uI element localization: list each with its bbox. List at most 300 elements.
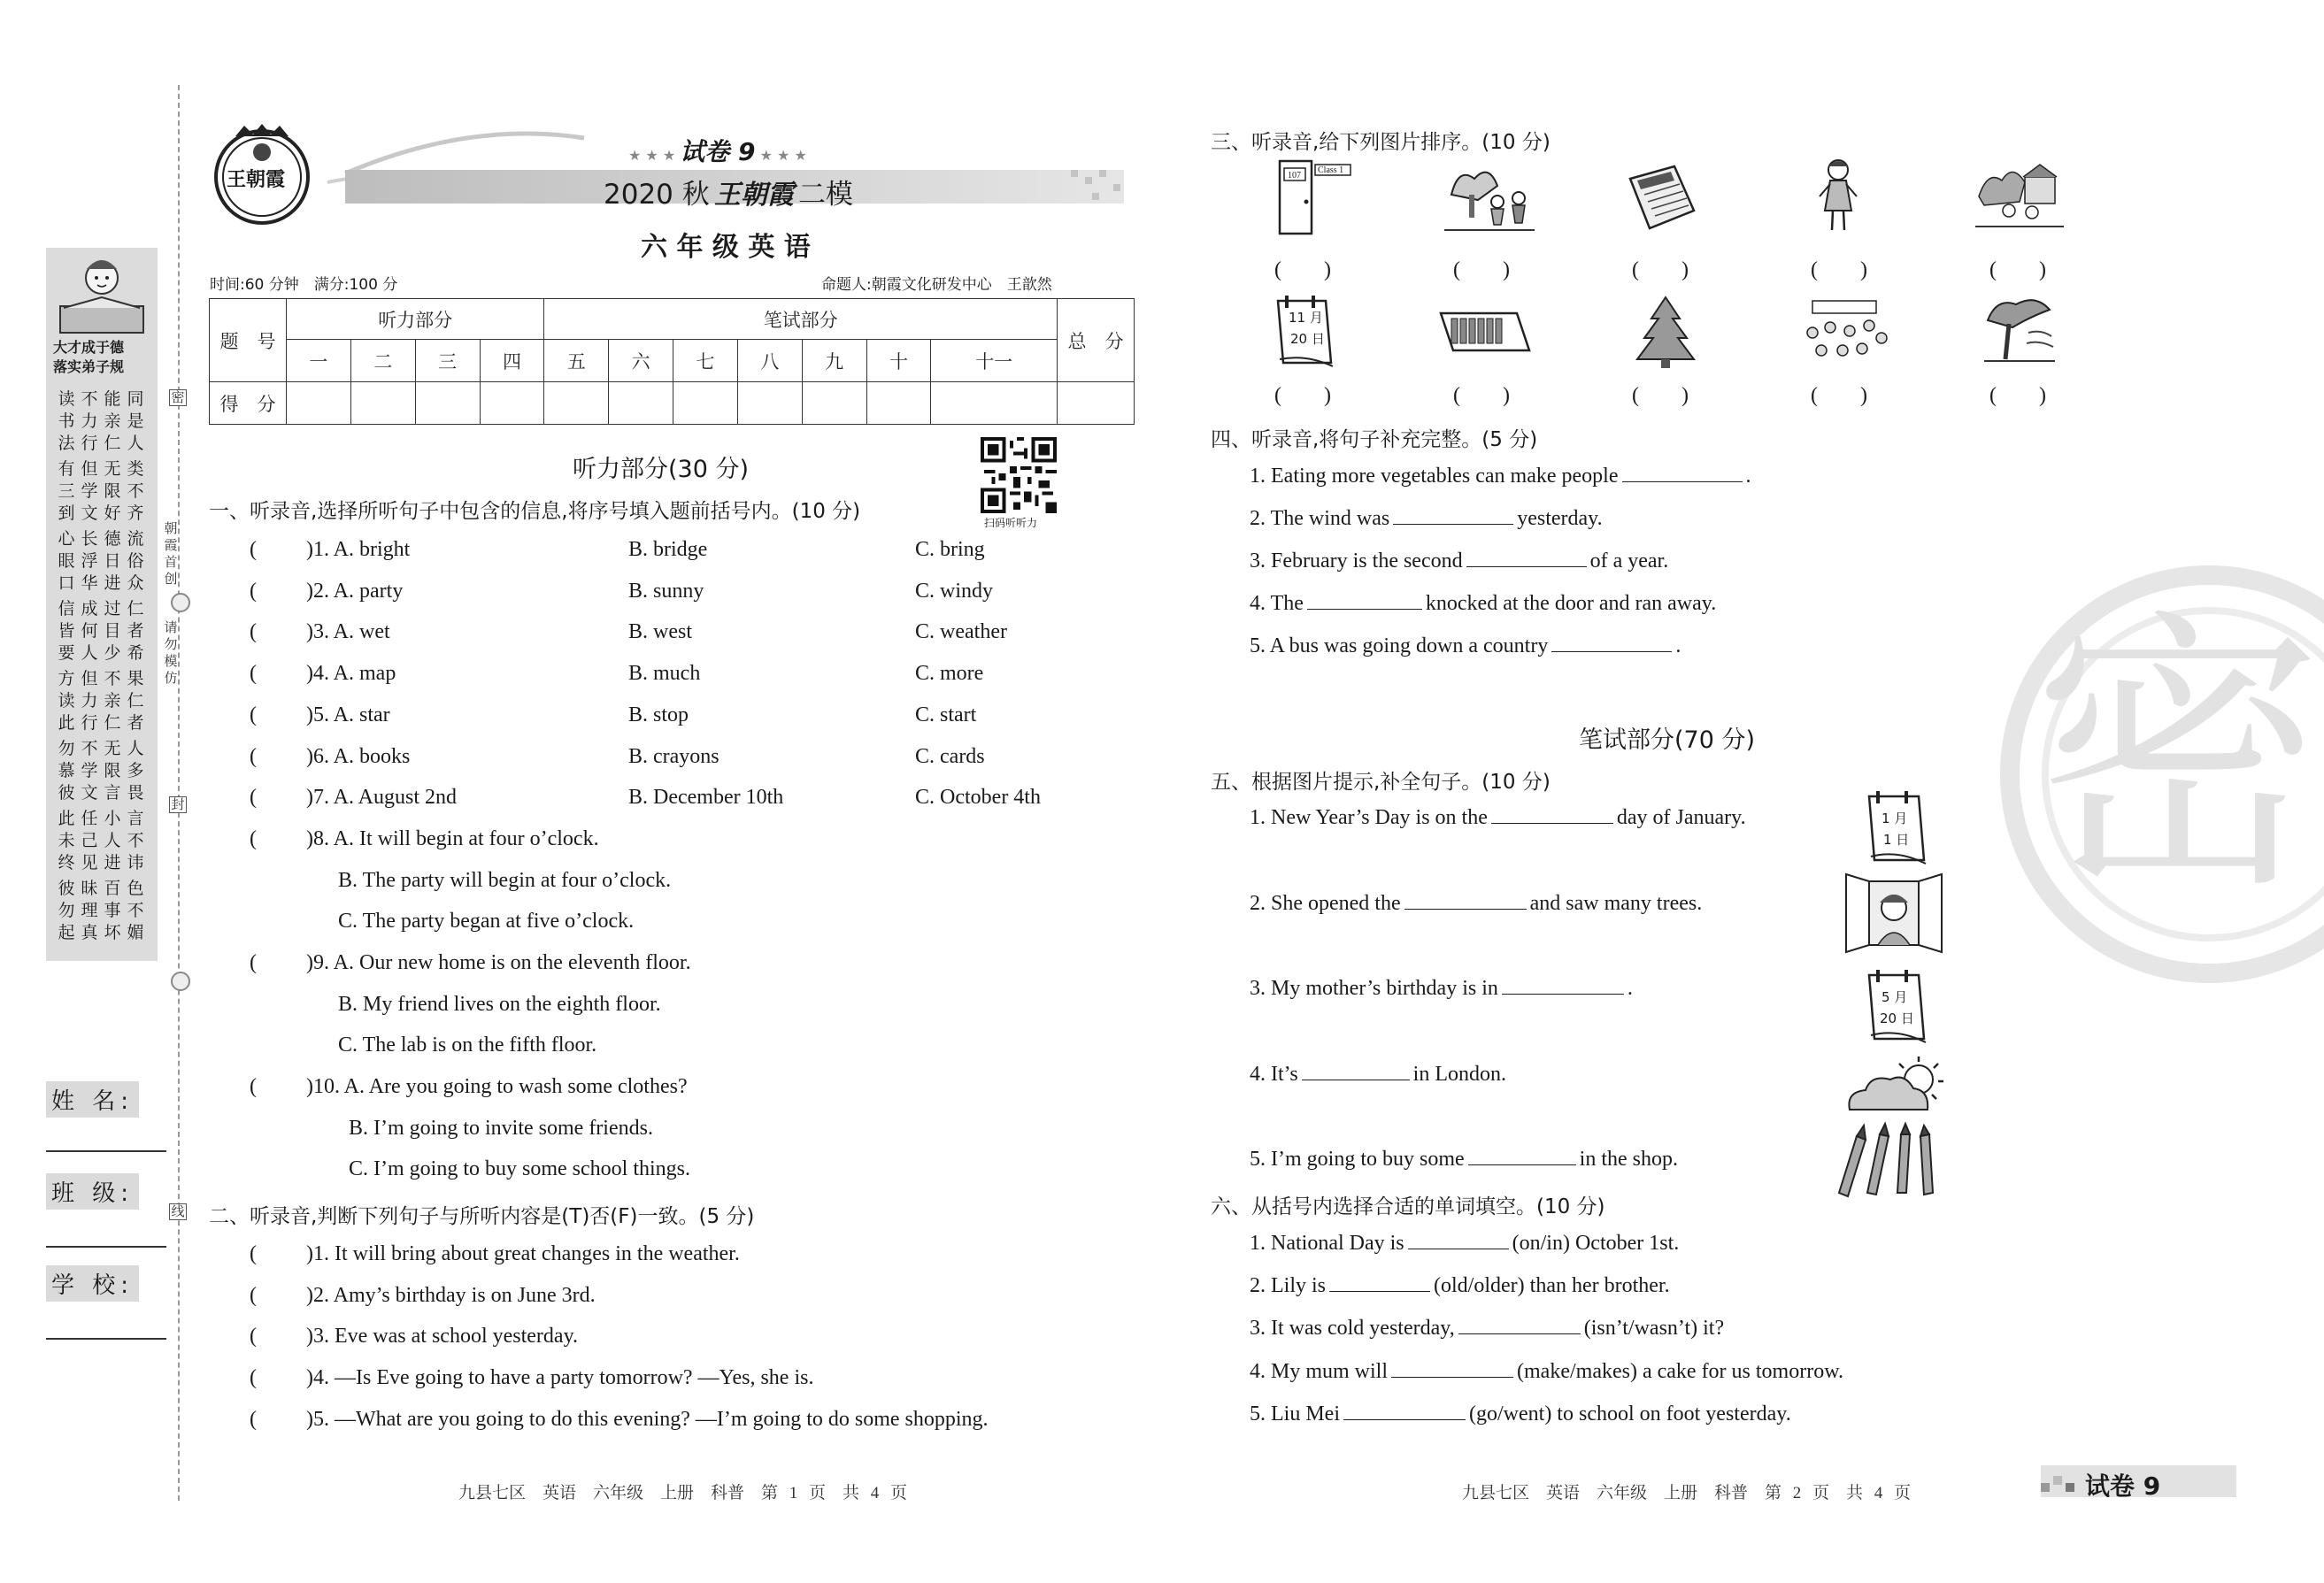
table-col-number: 五 [544,340,609,382]
calendar-month: 11 月 [1289,310,1323,326]
sentence-text: day of January. [1616,806,1746,829]
answer-blank[interactable] [1307,591,1422,610]
sentence-text: 2. She opened the [1250,892,1401,915]
poem-char: 坏 [104,923,121,942]
sentence-text: (old/older) than her brother. [1434,1274,1670,1297]
score-cell[interactable] [609,382,673,425]
statement: )5. —What are you going to do this evening? —I’m going to do some shopping. [306,1408,989,1431]
poem-char: 仁 [127,691,144,711]
score-cell[interactable] [866,382,931,425]
score-cell[interactable] [287,382,351,425]
option-b: B. stop [628,703,689,726]
name-label: 姓 名: [46,1081,139,1118]
crayon-box-picture [1439,306,1531,356]
poem-char: 人 [81,643,98,663]
table-writing-header: 笔试部分 [544,299,1058,340]
answer-blank[interactable] [1468,1147,1576,1165]
sentence [1250,1402,1791,1426]
answer-blank[interactable] [1343,1402,1466,1420]
answer-paren[interactable]: ( [250,703,257,726]
poem-char: 仁 [127,599,144,619]
exam-title-year: 2020 秋 [604,179,710,211]
answer-paren[interactable]: ( [250,1075,257,1098]
poem-char: 勿 [58,739,75,758]
poem-char: 真 [81,923,98,942]
poem-char: 文 [81,783,98,803]
poem-char: 少 [104,643,121,663]
poem-char: 方 [58,669,75,688]
poem-char: 媚 [127,923,144,942]
poem-char: 限 [104,761,121,780]
poem-char: 长 [81,529,98,549]
sentence [1250,464,1751,488]
poem-char: 到 [58,503,75,523]
table-col-number: 六 [609,340,673,382]
section-1-title: 一、听录音,选择所听句子中包含的信息,将序号填入题前括号内。(10 分) [209,500,861,523]
option-c: C. October 4th [915,786,1041,809]
poem-char: 读 [58,691,75,711]
poem-char: 学 [81,481,98,501]
sentence-text: 1. New Year’s Day is on the [1250,806,1488,829]
poem-char: 过 [104,599,121,619]
time-info: 时间:60 分钟 满分:100 分 [210,276,398,294]
table-col-number: 七 [673,340,738,382]
qr-caption: 扫码听听力 [984,517,1038,529]
option-b: B. bridge [628,538,708,561]
poem-char: 不 [127,831,144,850]
listening-part-title: 听力部分(30 分) [573,456,750,483]
kids-outdoors-picture [1443,159,1538,235]
qr-code[interactable] [981,437,1057,513]
answer-paren[interactable]: ( [250,827,257,850]
poem-char: 信 [58,599,75,619]
sentence-text: . [1745,465,1751,488]
answer-paren[interactable]: ( [250,745,257,768]
poem-char: 未 [58,831,75,850]
option-a: )5. A. star [306,703,390,726]
sentence [1250,1147,1678,1172]
author-info: 命题人:朝霞文化研发中心 王歆然 [821,276,1052,294]
poem-char: 口 [58,573,75,593]
poem-char: 言 [127,809,144,828]
table-col-number: 九 [802,340,866,382]
order-paren[interactable]: ( ) [1989,258,2046,281]
answer-blank[interactable] [1391,1359,1513,1378]
option-a: )6. A. books [306,745,411,768]
poem-char: 华 [81,573,98,593]
poem-char: 日 [104,551,121,571]
door-number: 107 [1288,171,1301,181]
poem-char: 读 [58,389,75,409]
option-a: )8. A. It will begin at four o’clock. [306,827,599,850]
answer-blank[interactable] [1491,805,1613,824]
sentence-text: 5. Liu Mei [1250,1402,1340,1425]
poem-char: 进 [104,573,121,593]
sentence-text: yesterday. [1517,507,1603,530]
poem-char: 文 [81,503,98,523]
sentence-text: in London. [1412,1063,1506,1086]
table-col-number: 二 [350,340,415,382]
poem-char: 无 [104,459,121,479]
door-class-sign: Class 1 [1318,165,1344,175]
seal-tab-mid: 封 [169,796,187,813]
poem-char: 讳 [127,853,144,872]
answer-blank[interactable] [1404,891,1527,910]
series-stars-left: ★ ★ ★ [628,147,676,164]
calendar-may-month: 5 月 [1882,989,1908,1005]
score-cell[interactable] [415,382,480,425]
poem-char: 者 [127,713,144,733]
poem-char: 类 [127,459,144,479]
answer-blank[interactable] [1502,976,1624,995]
sentence [1250,549,1668,573]
exam-title [604,172,853,211]
poem-char: 不 [127,481,144,501]
option-b: B. My friend lives on the eighth floor. [338,993,661,1016]
order-paren[interactable]: ( ) [1453,384,1510,407]
exam-title-brand: 王朝霞 [713,181,794,210]
seal-tab-bottom: 线 [169,1203,187,1220]
answer-paren[interactable]: ( [250,1284,257,1307]
sentence-text: and saw many trees. [1529,892,1703,915]
crayons-picture [1832,1122,1954,1198]
christmas-tree-picture [1634,296,1697,370]
section-6-title: 六、从括号内选择合适的单词填空。(10 分) [1211,1195,1605,1218]
option-b: B. much [628,662,701,685]
answer-blank[interactable] [1393,506,1513,525]
name-line[interactable] [46,1150,166,1152]
poem-char: 有 [58,459,75,479]
sentence-text: 2. Lily is [1250,1274,1327,1297]
option-b: B. I’m going to invite some friends. [349,1117,653,1140]
logo-text: 王朝霞 [227,168,286,191]
sentence-text: 3. February is the second [1250,549,1463,572]
poem-char: 目 [104,621,121,641]
sentence [1250,1062,1506,1087]
poem-char: 理 [81,901,98,920]
calendar-jan-month: 1 月 [1882,811,1908,826]
answer-paren[interactable]: ( [250,786,257,809]
poem-char: 百 [104,879,121,898]
score-cell[interactable] [673,382,738,425]
poem-char: 学 [81,761,98,780]
option-a: )7. A. August 2nd [306,786,458,809]
table-col-number: 一 [287,340,351,382]
table-col-number: 四 [480,340,544,382]
sentence-text: 4. It’s [1250,1063,1298,1086]
option-c: C. weather [915,620,1007,643]
sentence-text: . [1627,977,1633,1000]
option-a: )2. A. party [306,580,404,603]
poem-char: 己 [81,831,98,850]
school-line[interactable] [46,1338,166,1340]
poem-char: 不 [127,901,144,920]
series-stars-right: ★ ★ ★ [759,147,807,164]
writing-part-title: 笔试部分(70 分) [1579,726,1756,754]
sentence [1250,1231,1679,1256]
sentence-text: 3. My mother’s birthday is in [1250,977,1498,1000]
sentence [1250,1316,1724,1341]
option-c: C. The lab is on the fifth floor. [338,1034,597,1057]
answer-blank[interactable] [1408,1231,1509,1249]
poem-char: 彼 [58,879,75,898]
school-label: 学 校: [46,1265,139,1302]
poem-char: 眼 [58,551,75,571]
motto-line-1: 大才成于德 [53,339,125,356]
sentence [1250,634,1681,658]
order-paren[interactable]: ( ) [1274,258,1331,281]
poem-char: 人 [127,739,144,758]
order-paren[interactable]: ( ) [1811,384,1867,407]
poem-char: 力 [81,691,98,711]
poem-char: 不 [81,389,98,409]
order-paren[interactable]: ( ) [1453,258,1510,281]
sentence [1250,1359,1843,1384]
poem-char: 者 [127,621,144,641]
sentence-text: 5. A bus was going down a country [1250,634,1549,657]
class-line[interactable] [46,1246,166,1248]
answer-paren[interactable]: ( [250,662,257,685]
option-b: B. The party will begin at four o’clock. [338,869,672,892]
sentence-text: 3. It was cold yesterday, [1250,1317,1455,1340]
poem-char: 好 [104,503,121,523]
option-a: )1. A. bright [306,538,411,561]
exam-title-suffix: 二模 [797,179,853,211]
order-paren[interactable]: ( ) [1632,384,1689,407]
option-a: )10. A. Are you going to wash some clothes? [306,1075,688,1098]
poem-char: 任 [81,809,98,828]
side-note-no-copy: 请勿模仿 [164,619,178,686]
poem-char: 力 [81,411,98,431]
exam-subject: 六 年 级 英 语 [641,232,811,263]
option-a: )9. A. Our new home is on the eleventh floor. [306,951,691,974]
sentence-text: 4. My mum will [1250,1360,1389,1383]
calendar-may-day: 20 日 [1880,1011,1914,1026]
score-cell[interactable] [1058,382,1135,425]
option-c: C. windy [915,580,994,603]
sentence [1250,591,1716,616]
poem-char: 行 [81,434,98,453]
table-row-label-number: 题 号 [210,299,287,382]
poem-char: 言 [104,783,121,803]
town-landscape-picture [1975,161,2064,232]
sentence [1250,506,1603,531]
score-cell[interactable] [544,382,609,425]
class-label: 班 级: [46,1173,139,1210]
poem-char: 不 [81,739,98,758]
table-col-number: 八 [737,340,802,382]
series-label [628,133,807,168]
sentence [1250,805,1746,830]
answer-paren[interactable]: ( [250,538,257,561]
poem-char: 德 [104,529,121,549]
footer-right: 九县七区 英语 六年级 上册 科普 第 2 页 共 4 页 [1462,1484,1912,1502]
option-b: B. crayons [628,745,720,768]
sentence-text: . [1675,634,1681,657]
score-table [209,298,1135,425]
order-paren[interactable]: ( ) [1989,384,2046,407]
poem-char: 亲 [104,411,121,431]
answer-blank[interactable] [1622,464,1743,482]
poem-char: 成 [81,599,98,619]
poem-char: 是 [127,411,144,431]
option-c: C. start [915,703,977,726]
score-cell[interactable] [802,382,866,425]
side-note-original: 朝霞首创 [164,520,178,587]
section-2-title: 二、听录音,判断下列句子与所听内容是(T)否(F)一致。(5 分) [209,1205,755,1228]
poem-char: 无 [104,739,121,758]
cloudy-sun-picture [1843,1053,1949,1120]
poem-char: 法 [58,434,75,453]
table-listening-header: 听力部分 [287,299,544,340]
sentence-text: (go/went) to school on foot yesterday. [1469,1402,1791,1425]
girl-at-window-picture [1843,871,1945,956]
sentence [1250,891,1702,916]
option-c: C. more [915,662,984,685]
answer-blank[interactable] [1302,1062,1410,1080]
score-cell[interactable] [480,382,544,425]
answer-blank[interactable] [1458,1316,1581,1334]
sentence-text: in the shop. [1579,1148,1678,1171]
answer-paren[interactable]: ( [250,951,257,974]
sentence-text: (on/in) October 1st. [1512,1232,1680,1255]
footer-tag: 试卷 9 [2085,1472,2161,1501]
sentence-text: 1. Eating more vegetables can make people [1250,465,1619,488]
table-col-number: 三 [415,340,480,382]
answer-paren[interactable]: ( [250,1242,257,1265]
poem-char: 皆 [58,621,75,641]
option-c: C. bring [915,538,985,561]
statement: )4. —Is Eve going to have a party tomorrow? —Yes, she is. [306,1366,814,1389]
poem-char: 进 [104,853,121,872]
poem-char: 慕 [58,761,75,780]
section-4-title: 四、听录音,将句子补充完整。(5 分) [1211,428,1538,451]
binding-hole-1 [171,593,190,612]
answer-paren[interactable]: ( [250,1325,257,1348]
table-col-number: 十一 [931,340,1058,382]
poem-char: 何 [81,621,98,641]
sentence-text: 4. The [1250,592,1304,615]
poem-char: 人 [104,831,121,850]
poem-char: 能 [104,389,121,409]
poem-char: 但 [81,459,98,479]
poem-char: 终 [58,853,75,872]
poem-char: 人 [127,434,144,453]
answer-blank[interactable] [1329,1273,1430,1292]
poem-char: 见 [81,853,98,872]
sentence-text: (isn’t/wasn’t) it? [1583,1317,1725,1340]
answer-paren[interactable]: ( [250,1366,257,1389]
sentence [1250,1273,1670,1298]
table-row-label-score: 得 分 [210,382,287,425]
statement: )1. It will bring about great changes in the weather. [306,1242,740,1265]
sentence-text: knocked at the door and ran away. [1425,592,1717,615]
poem-char: 俗 [127,551,144,571]
poem-char: 众 [127,573,144,593]
binding-dashed-line [178,85,180,1501]
poem-char: 小 [104,809,121,828]
option-b: B. sunny [628,580,704,603]
poem-char: 限 [104,481,121,501]
sentence-text: 1. National Day is [1250,1232,1404,1255]
seal-tab-top: 密 [169,389,187,406]
poem-char: 三 [58,481,75,501]
calendar-jan-day: 1 日 [1883,832,1910,848]
poem-char: 不 [104,669,121,688]
section-5-title: 五、根据图片提示,补全句子。(10 分) [1211,771,1551,794]
poem-char: 要 [58,643,75,663]
party-picture [1800,299,1890,365]
poem-char: 勿 [58,901,75,920]
sentence-text: of a year. [1589,549,1669,572]
option-c: C. I’m going to buy some school things. [349,1157,690,1180]
windy-tree-picture [1982,294,2057,368]
poem-char: 事 [104,901,121,920]
poem-char: 仁 [104,434,121,453]
option-c: C. cards [915,745,985,768]
poem-char: 浮 [81,551,98,571]
poem-char: 此 [58,809,75,828]
statement: )3. Eve was at school yesterday. [306,1325,579,1348]
motto-line-2: 落实弟子规 [53,358,125,375]
option-a: )4. A. map [306,662,396,685]
girl-picture [1816,156,1860,237]
poem-char: 行 [81,713,98,733]
answer-paren[interactable]: ( [250,1408,257,1431]
order-paren[interactable]: ( ) [1811,258,1867,281]
reading-boy-illustration [55,253,149,334]
poem-char: 果 [127,669,144,688]
sentence-text: 2. The wind was [1250,507,1390,530]
sentence-text: (make/makes) a cake for us tomorrow. [1517,1360,1843,1383]
binding-hole-2 [171,972,190,991]
poem-char: 亲 [104,691,121,711]
answer-blank[interactable] [1551,634,1672,652]
watermark-glyph: 密 [2032,587,2324,926]
poem-char: 齐 [127,503,144,523]
poem-char: 仁 [104,713,121,733]
answer-paren[interactable]: ( [250,580,257,603]
poem-char: 同 [127,389,144,409]
option-a: )3. A. wet [306,620,390,643]
table-col-number: 十 [866,340,931,382]
footer-tag-blocks [2041,1472,2082,1494]
poem-char: 昧 [81,879,98,898]
order-paren[interactable]: ( ) [1274,384,1331,407]
score-cell[interactable] [350,382,415,425]
option-b: B. west [628,620,692,643]
answer-blank[interactable] [1466,549,1587,567]
poem-char: 起 [58,923,75,942]
score-cell[interactable] [737,382,802,425]
poem-char: 心 [58,529,75,549]
option-b: B. December 10th [628,786,784,809]
poem-char: 多 [127,761,144,780]
sentence [1250,976,1633,1001]
series-title: 试卷 9 [680,137,756,166]
poem-char: 畏 [127,783,144,803]
section-3-title: 三、听录音,给下列图片排序。(10 分) [1211,131,1551,154]
poem-char: 书 [58,411,75,431]
poem-char: 流 [127,529,144,549]
order-paren[interactable]: ( ) [1632,258,1689,281]
sentence-text: 5. I’m going to buy some [1250,1148,1465,1171]
answer-paren[interactable]: ( [250,620,257,643]
score-cell[interactable] [931,382,1058,425]
poem-char: 此 [58,713,75,733]
poem-char: 色 [127,879,144,898]
calendar-day: 20 日 [1290,331,1325,347]
